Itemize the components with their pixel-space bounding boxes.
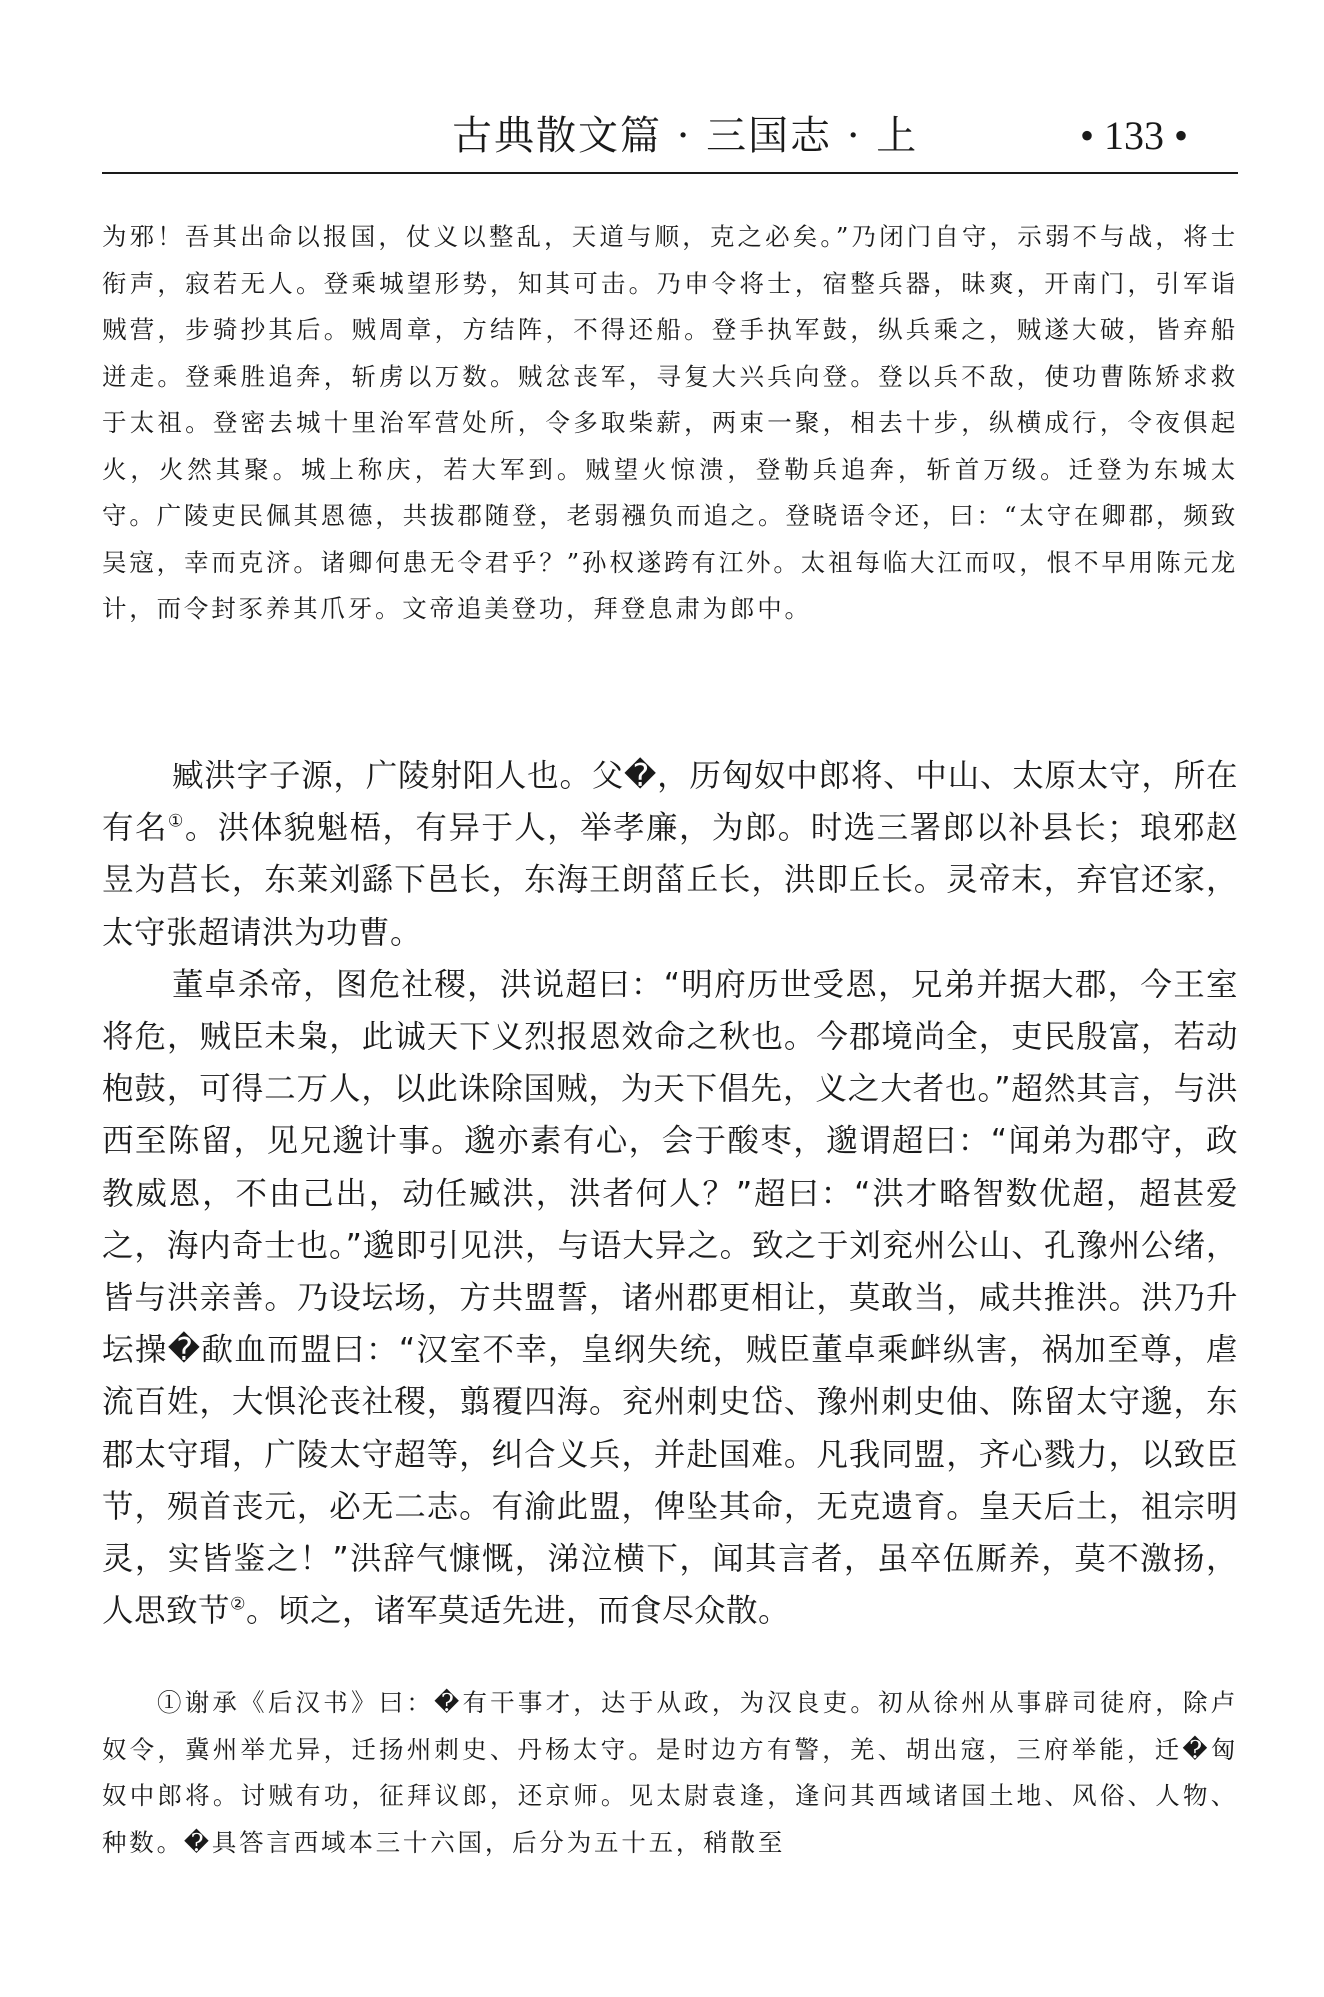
header-rule bbox=[102, 172, 1238, 174]
footnote-1: ①谢承《后汉书》曰：�有干事才，达于从政，为汉良吏。初从徐州从事辟司徒府，除卢奴令，冀州举尤异，迁扬州刺史、丹杨太守。是时边方有警，羌、胡出寇，三府举能，迁�匈奴中郎将。讨贼有功，征拜议郎，还京师。见太尉袁逢，逢问其西域诸国土地、风俗、人物、种数。�具答言西域本三十六国，后分为五十五，稍散至 bbox=[102, 1688, 1238, 1857]
main-paragraph-2 bbox=[102, 959, 1238, 1638]
header-title: 古典散文篇 · 三国志 · 上 bbox=[452, 113, 919, 159]
footnote-ref-2: ② bbox=[230, 1594, 247, 1615]
running-header bbox=[102, 104, 1238, 168]
intro-paragraph: 为邪！吾其出命以报国，仗义以整乱，天道与顺，克之必矣。”乃闭门自守，示弱不与战，将士衔声，寂若无人。登乘城望形势，知其可击。乃申令将士，宿整兵器，昧爽，开南门，引军诣贼营，步骑抄其后。贼周章，方结阵，不得还船。登手执军鼓，纵兵乘之，贼遂大破，皆弃船迸走。登乘胜追奔，斩虏以万数。贼忿丧军，寻复大兴兵向登。登以兵不敌，使功曹陈矫求救于太祖。登密去城十里治军营处所，令多取柴薪，两束一聚，相去十步，纵横成行，令夜俱起火，火然其聚。城上称庆，若大军到。贼望火惊溃，登勒兵追奔，斩首万级。迁登为东城太守。广陵吏民佩其恩德，共拔郡随登，老弱襁负而追之。登晓语令还，曰：“太守在卿郡，频致吴寇，幸而克济。诸卿何患无令君乎？”孙权遂跨有江外。太祖每临大江而叹，恨不早用陈元龙计，而令封豕养其爪牙。文帝追美登功，拜登息肃为郎中。 bbox=[102, 222, 1238, 623]
main-paragraph-1-text-a: 臧洪字子源，广陵射阳人也。父�，历匈奴中郎将、中山、太原太守，所在有名 bbox=[102, 758, 1238, 847]
main-paragraph-1-text-b: 。洪体貌魁梧，有异于人，举孝廉，为郎。时选三署郎以补县长；琅邪赵昱为莒长，东莱刘繇下邑长，东海王朗菑丘长，洪即丘长。灵帝末，弃官还家，太守张超请洪为功曹。 bbox=[102, 810, 1238, 951]
main-text bbox=[102, 750, 1238, 1637]
main-paragraph-2-text-a: 董卓杀帝，图危社稷，洪说超曰：“明府历世受恩，兄弟并据大郡，今王室将危，贼臣未枭，此诚天下义烈报恩效命之秋也。今郡境尚全，吏民殷富，若动枹鼓，可得二万人，以此诛除国贼，为天下倡先，义之大者也。”超然其言，与洪西至陈留，见兄邈计事。邈亦素有心，会于酸枣，邈谓超曰：“闻弟为郡守，政教威恩，不由己出，动任臧洪，洪者何人？”超曰：“洪才略智数优超，超甚爱之，海内奇士也。”邈即引见洪，与语大异之。致之于刘兖州公山、孔豫州公绪，皆与洪亲善。乃设坛场，方共盟誓，诸州郡更相让，莫敢当，咸共推洪。洪乃升坛操�歃血而盟曰：“汉室不幸，皇纲失统，贼臣董卓乘衅纵害，祸加至尊，虐流百姓，大惧沦丧社稷，翦覆四海。兖州刺史岱、豫州刺史伷、陈留太守邈，东郡太守瑁，广陵太守超等，纠合义兵，并赴国难。凡我同盟，齐心戮力，以致臣节，殒首丧元，必无二志。有渝此盟，俾坠其命，无克遗育。皇天后土，祖宗明灵，实皆鉴之！”洪辞气慷慨，涕泣横下，闻其言者，虽卒伍厮养，莫不激扬，人思致节 bbox=[102, 966, 1238, 1630]
footnotes bbox=[102, 1680, 1238, 1866]
footnote-ref-1: ① bbox=[167, 811, 185, 832]
page-number: • 133 • bbox=[1079, 113, 1188, 158]
main-paragraph-1 bbox=[102, 750, 1238, 959]
main-paragraph-2-text-b: 。顷之，诸军莫适先进，而食尽众散。 bbox=[246, 1593, 791, 1630]
